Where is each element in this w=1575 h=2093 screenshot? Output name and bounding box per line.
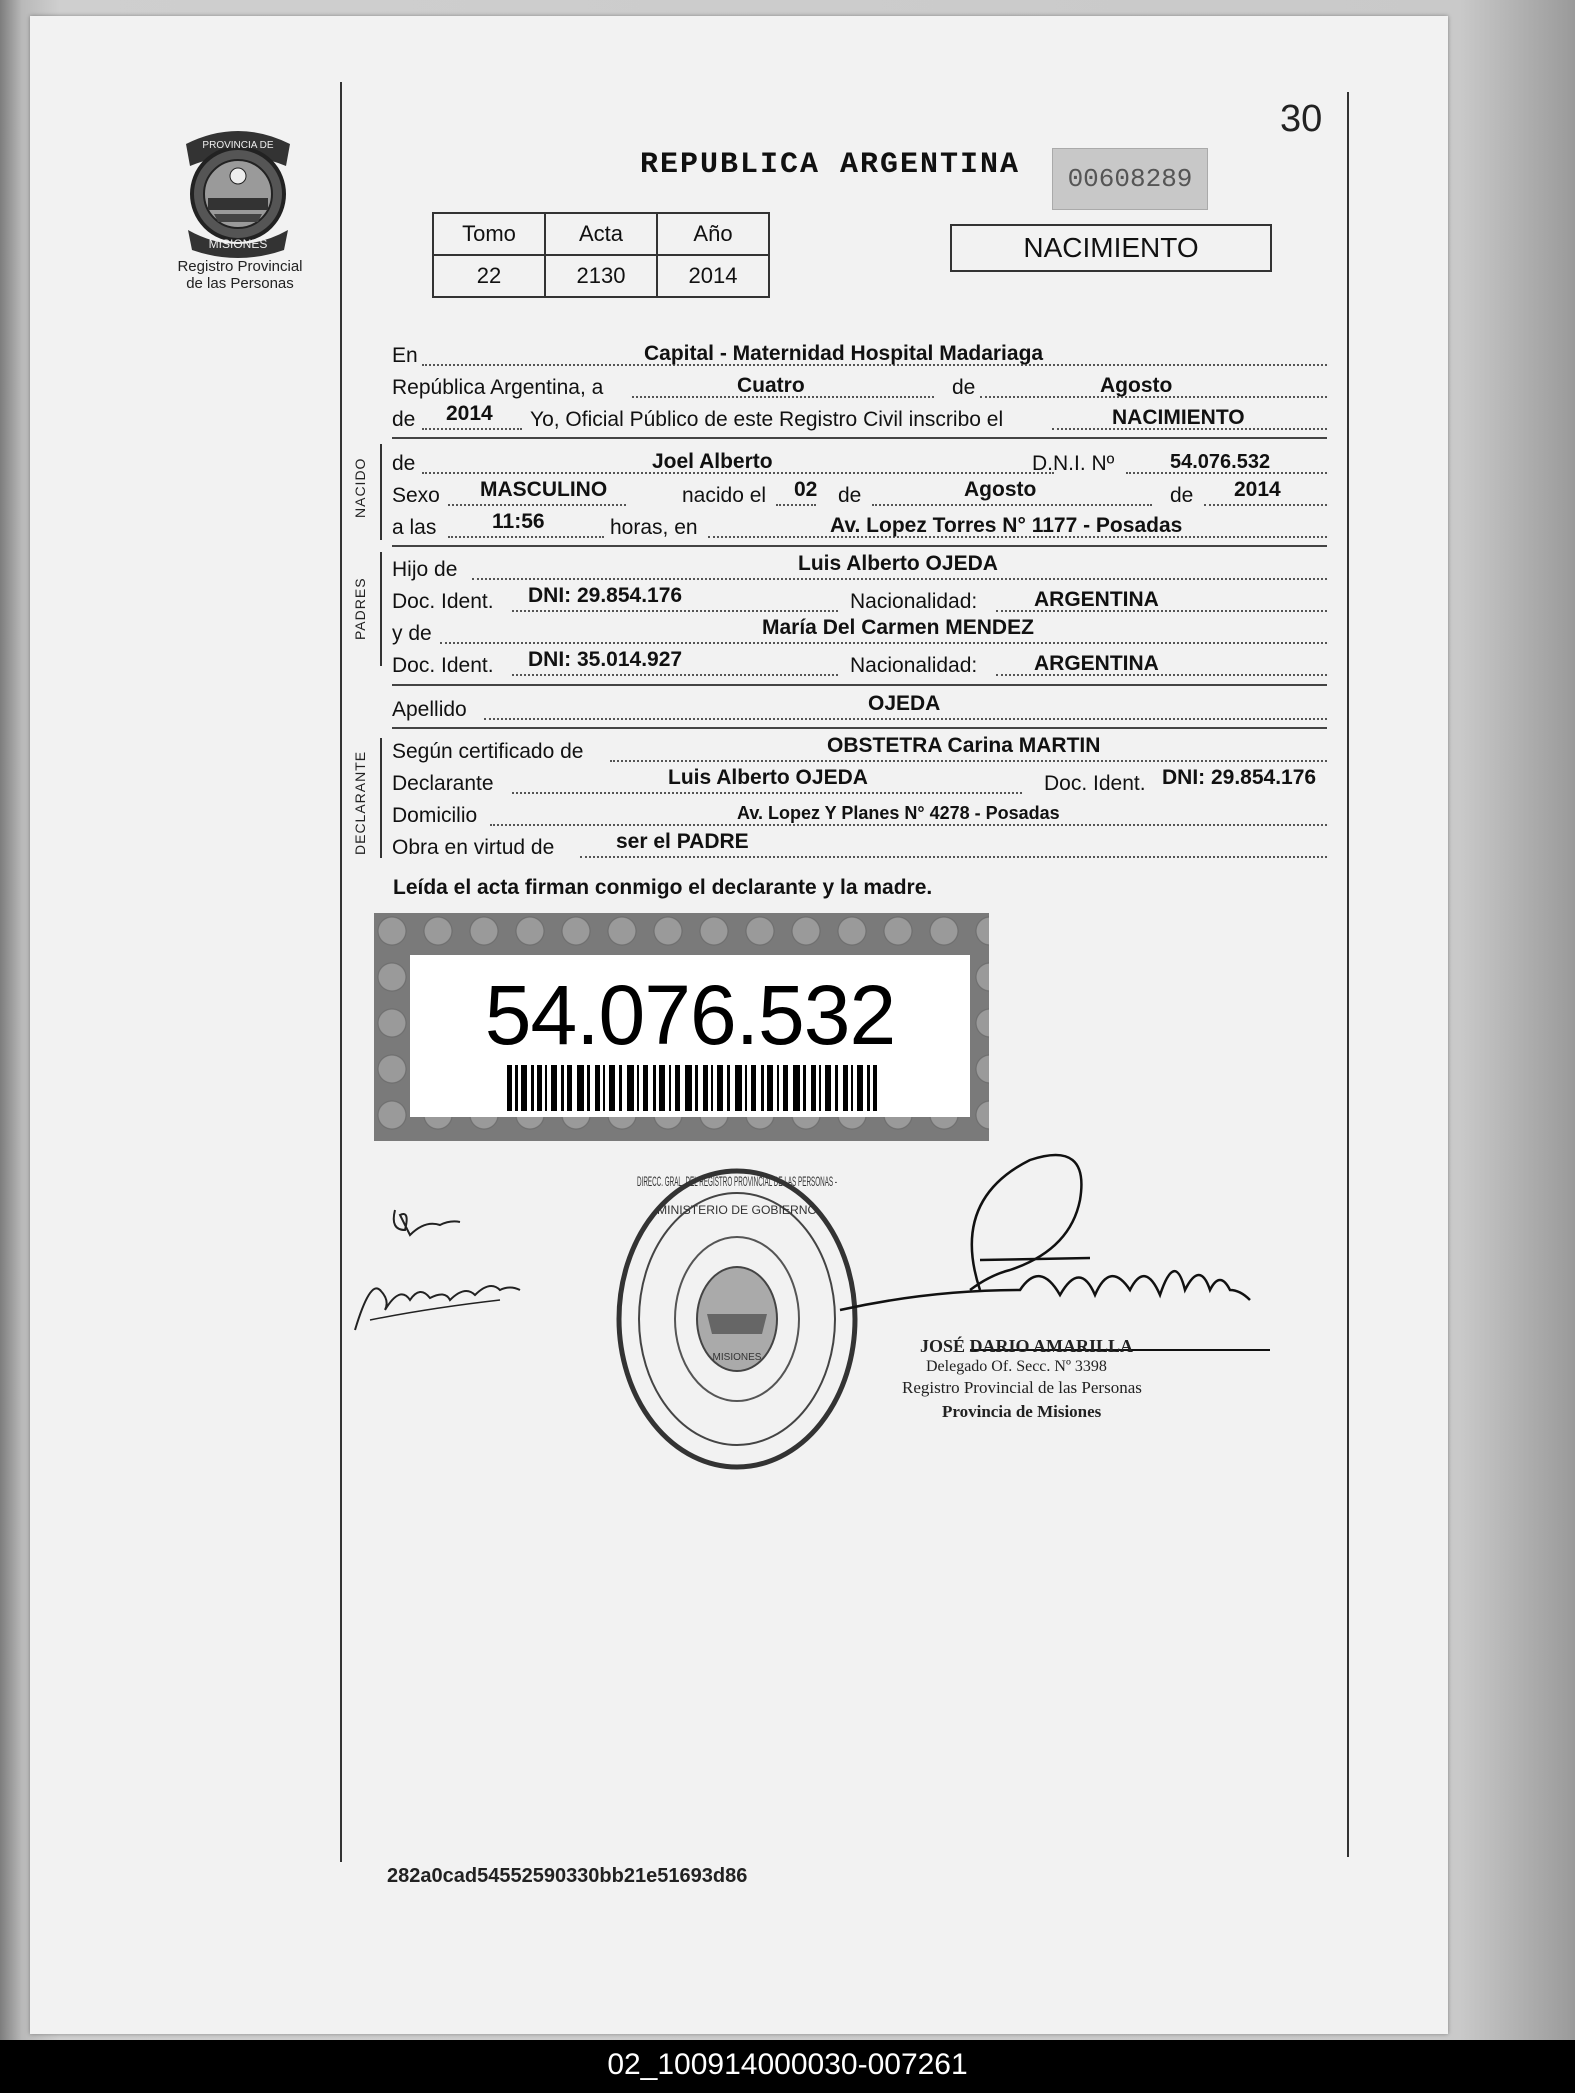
row-year: [392, 402, 1327, 432]
document-type-box: NACIMIENTO: [950, 224, 1272, 272]
logo-text-bottom: MISIONES: [208, 237, 268, 251]
dotted-line: [512, 674, 838, 676]
place-value: Capital - Maternidad Hospital Madariaga: [644, 342, 1044, 365]
registry-header-ano: Año: [657, 213, 769, 255]
father-doc-value: DNI: 29.854.176: [528, 584, 683, 607]
registry-value-acta: 2130: [545, 255, 657, 297]
row-hora: [392, 510, 1327, 540]
child-dni-value: 54.076.532: [1170, 451, 1271, 473]
de-label-2: de: [838, 484, 862, 507]
declarante-section-bar: [380, 738, 382, 858]
row-mother-doc: [392, 648, 1327, 678]
barcode-icon: [507, 1065, 877, 1111]
padres-section-bar: [380, 552, 382, 666]
registry-header-acta: Acta: [545, 213, 657, 255]
dotted-line: [484, 718, 1327, 720]
dotted-line: [448, 536, 604, 538]
row-obra: [392, 830, 1327, 860]
declarante-label: Declarante: [392, 772, 494, 795]
mother-signature-icon: [350, 1190, 550, 1340]
logo-caption: [160, 258, 320, 292]
section-separator: [392, 727, 1327, 729]
registry-stamp-icon: [612, 1164, 862, 1474]
father-nationality-value: ARGENTINA: [1034, 588, 1159, 611]
logo-caption-line-1: Registro Provincial: [177, 258, 303, 275]
row-nacido-name: [392, 446, 1327, 476]
day-value: Cuatro: [737, 374, 805, 397]
child-name-value: Joel Alberto: [652, 450, 773, 473]
padres-section-label: PADRES: [352, 577, 368, 640]
mother-nationality-value: ARGENTINA: [1034, 652, 1159, 675]
official-registry: Registro Provincial de las Personas: [902, 1378, 1142, 1397]
row-en: [392, 338, 1327, 368]
mother-doc-value: DNI: 35.014.927: [528, 648, 683, 671]
row-father-doc: [392, 584, 1327, 614]
dotted-line: [490, 824, 1327, 826]
domicilio-label: Domicilio: [392, 804, 478, 827]
registry-table-value-row: [433, 255, 769, 297]
dni-sticker: [374, 913, 989, 1141]
de2-label: de: [392, 408, 416, 431]
logo-text-top: PROVINCIA DE: [202, 140, 274, 151]
declarante-doc-value: DNI: 29.854.176: [1162, 766, 1317, 789]
row-domicilio: [392, 798, 1327, 828]
dotted-line: [580, 856, 1327, 858]
official-province: Provincia de Misiones: [942, 1402, 1102, 1421]
dotted-line: [872, 504, 1152, 506]
certificate-value: OBSTETRA Carina MARTIN: [827, 734, 1101, 757]
dni-sticker-number: 54.076.532: [484, 968, 896, 1062]
de-label: de: [952, 376, 976, 399]
year-value: 2014: [446, 402, 493, 425]
left-margin-rule: [340, 82, 342, 1862]
section-separator: [392, 684, 1327, 686]
dotted-line: [440, 642, 1327, 644]
domicilio-value: Av. Lopez Y Planes N° 4278 - Posadas: [737, 803, 1060, 823]
birth-year-value: 2014: [1234, 478, 1281, 501]
page-number: 30: [1280, 98, 1323, 140]
document-hash: 282a0cad54552590330bb21e51693d86: [387, 1865, 748, 1887]
doc-ident-label: Doc. Ident.: [392, 590, 494, 613]
official-role: Delegado Of. Secc. Nº 3398: [926, 1358, 1107, 1375]
a-las-label: a las: [392, 516, 437, 539]
serial-number: 00608289: [1052, 148, 1208, 210]
birth-address-value: Av. Lopez Torres N° 1177 - Posadas: [830, 514, 1183, 537]
birth-month-value: Agosto: [964, 478, 1037, 501]
logo-caption-line-2: de las Personas: [186, 275, 294, 292]
dotted-line: [422, 428, 522, 430]
dni-sticker-label: [410, 955, 970, 1117]
statement-text: Yo, Oficial Público de este Registro Civil inscribo el: [530, 408, 1004, 431]
section-separator: [392, 545, 1327, 547]
row-sexo: [392, 478, 1327, 508]
dni-label: D.N.I. Nº: [1032, 452, 1115, 475]
dotted-line: [448, 504, 626, 506]
row-apellido: [392, 692, 1327, 722]
republica-label: República Argentina, a: [392, 376, 604, 399]
declarante-name-value: Luis Alberto OJEDA: [668, 766, 868, 789]
month-value: Agosto: [1100, 374, 1173, 397]
registry-value-tomo: 22: [433, 255, 545, 297]
obra-value: ser el PADRE: [616, 830, 749, 853]
y-de-label: y de: [392, 622, 432, 645]
dotted-line: [512, 610, 838, 612]
provincia-misiones-seal-icon: [178, 126, 298, 254]
official-signature-icon: [830, 1140, 1280, 1365]
registry-table: [432, 212, 770, 298]
registry-header-tomo: Tomo: [433, 213, 545, 255]
horas-label: horas, en: [610, 516, 698, 539]
sexo-label: Sexo: [392, 484, 440, 507]
en-label: En: [392, 344, 418, 367]
doc-ident-label: Doc. Ident.: [1044, 772, 1146, 795]
dotted-line: [776, 504, 816, 506]
de-label-3: de: [1170, 484, 1194, 507]
nacionalidad-label: Nacionalidad:: [850, 654, 978, 677]
dotted-line: [1204, 504, 1327, 506]
time-value: 11:56: [492, 510, 545, 533]
birth-day-value: 02: [794, 478, 818, 501]
act-type-value: NACIMIENTO: [1112, 406, 1245, 429]
registry-table-header-row: [433, 213, 769, 255]
stamp-inner-text: MINISTERIO DE GOBIERNO: [657, 1203, 817, 1217]
row-segun: [392, 734, 1327, 764]
row-y-de: [392, 616, 1327, 646]
section-separator: [392, 437, 1327, 439]
registry-value-ano: 2014: [657, 255, 769, 297]
obra-label: Obra en virtud de: [392, 836, 555, 859]
father-name-value: Luis Alberto OJEDA: [798, 552, 998, 575]
nacionalidad-label: Nacionalidad:: [850, 590, 978, 613]
row-hijo-de: [392, 552, 1327, 582]
doc-ident-label: Doc. Ident.: [392, 654, 494, 677]
mother-name-value: María Del Carmen MENDEZ: [762, 616, 1034, 639]
de-label: de: [392, 452, 416, 475]
nacido-section-label: NACIDO: [352, 457, 368, 518]
hijo-de-label: Hijo de: [392, 558, 458, 581]
closing-statement: Leída el acta firman conmigo el declarante y la madre.: [393, 876, 933, 899]
apellido-value: OJEDA: [868, 692, 941, 715]
stamp-center-text: MISIONES: [712, 1352, 762, 1363]
official-name: JOSÉ DARIO AMARILLA: [920, 1336, 1134, 1356]
declarante-section-label: DECLARANTE: [352, 750, 368, 855]
sexo-value: MASCULINO: [480, 478, 608, 501]
row-republica: [392, 370, 1327, 400]
right-margin-rule: [1347, 92, 1349, 1857]
nacido-section-bar: [380, 444, 382, 540]
segun-label: Según certificado de: [392, 740, 584, 763]
nacido-el-label: nacido el: [682, 484, 767, 507]
dotted-line: [512, 792, 1022, 794]
footer-code: 02_100914000030-007261: [607, 2048, 968, 2081]
dotted-line: [472, 578, 1327, 580]
row-declarante: [392, 766, 1327, 796]
dotted-line: [610, 760, 1327, 762]
stamp-outer-text: DIRECC. GRAL. DEL REGISTRO PROVINCIAL DE LAS PERSONAS -: [637, 1173, 838, 1189]
apellido-label: Apellido: [392, 698, 467, 721]
country-title: REPUBLICA ARGENTINA: [640, 148, 1021, 182]
